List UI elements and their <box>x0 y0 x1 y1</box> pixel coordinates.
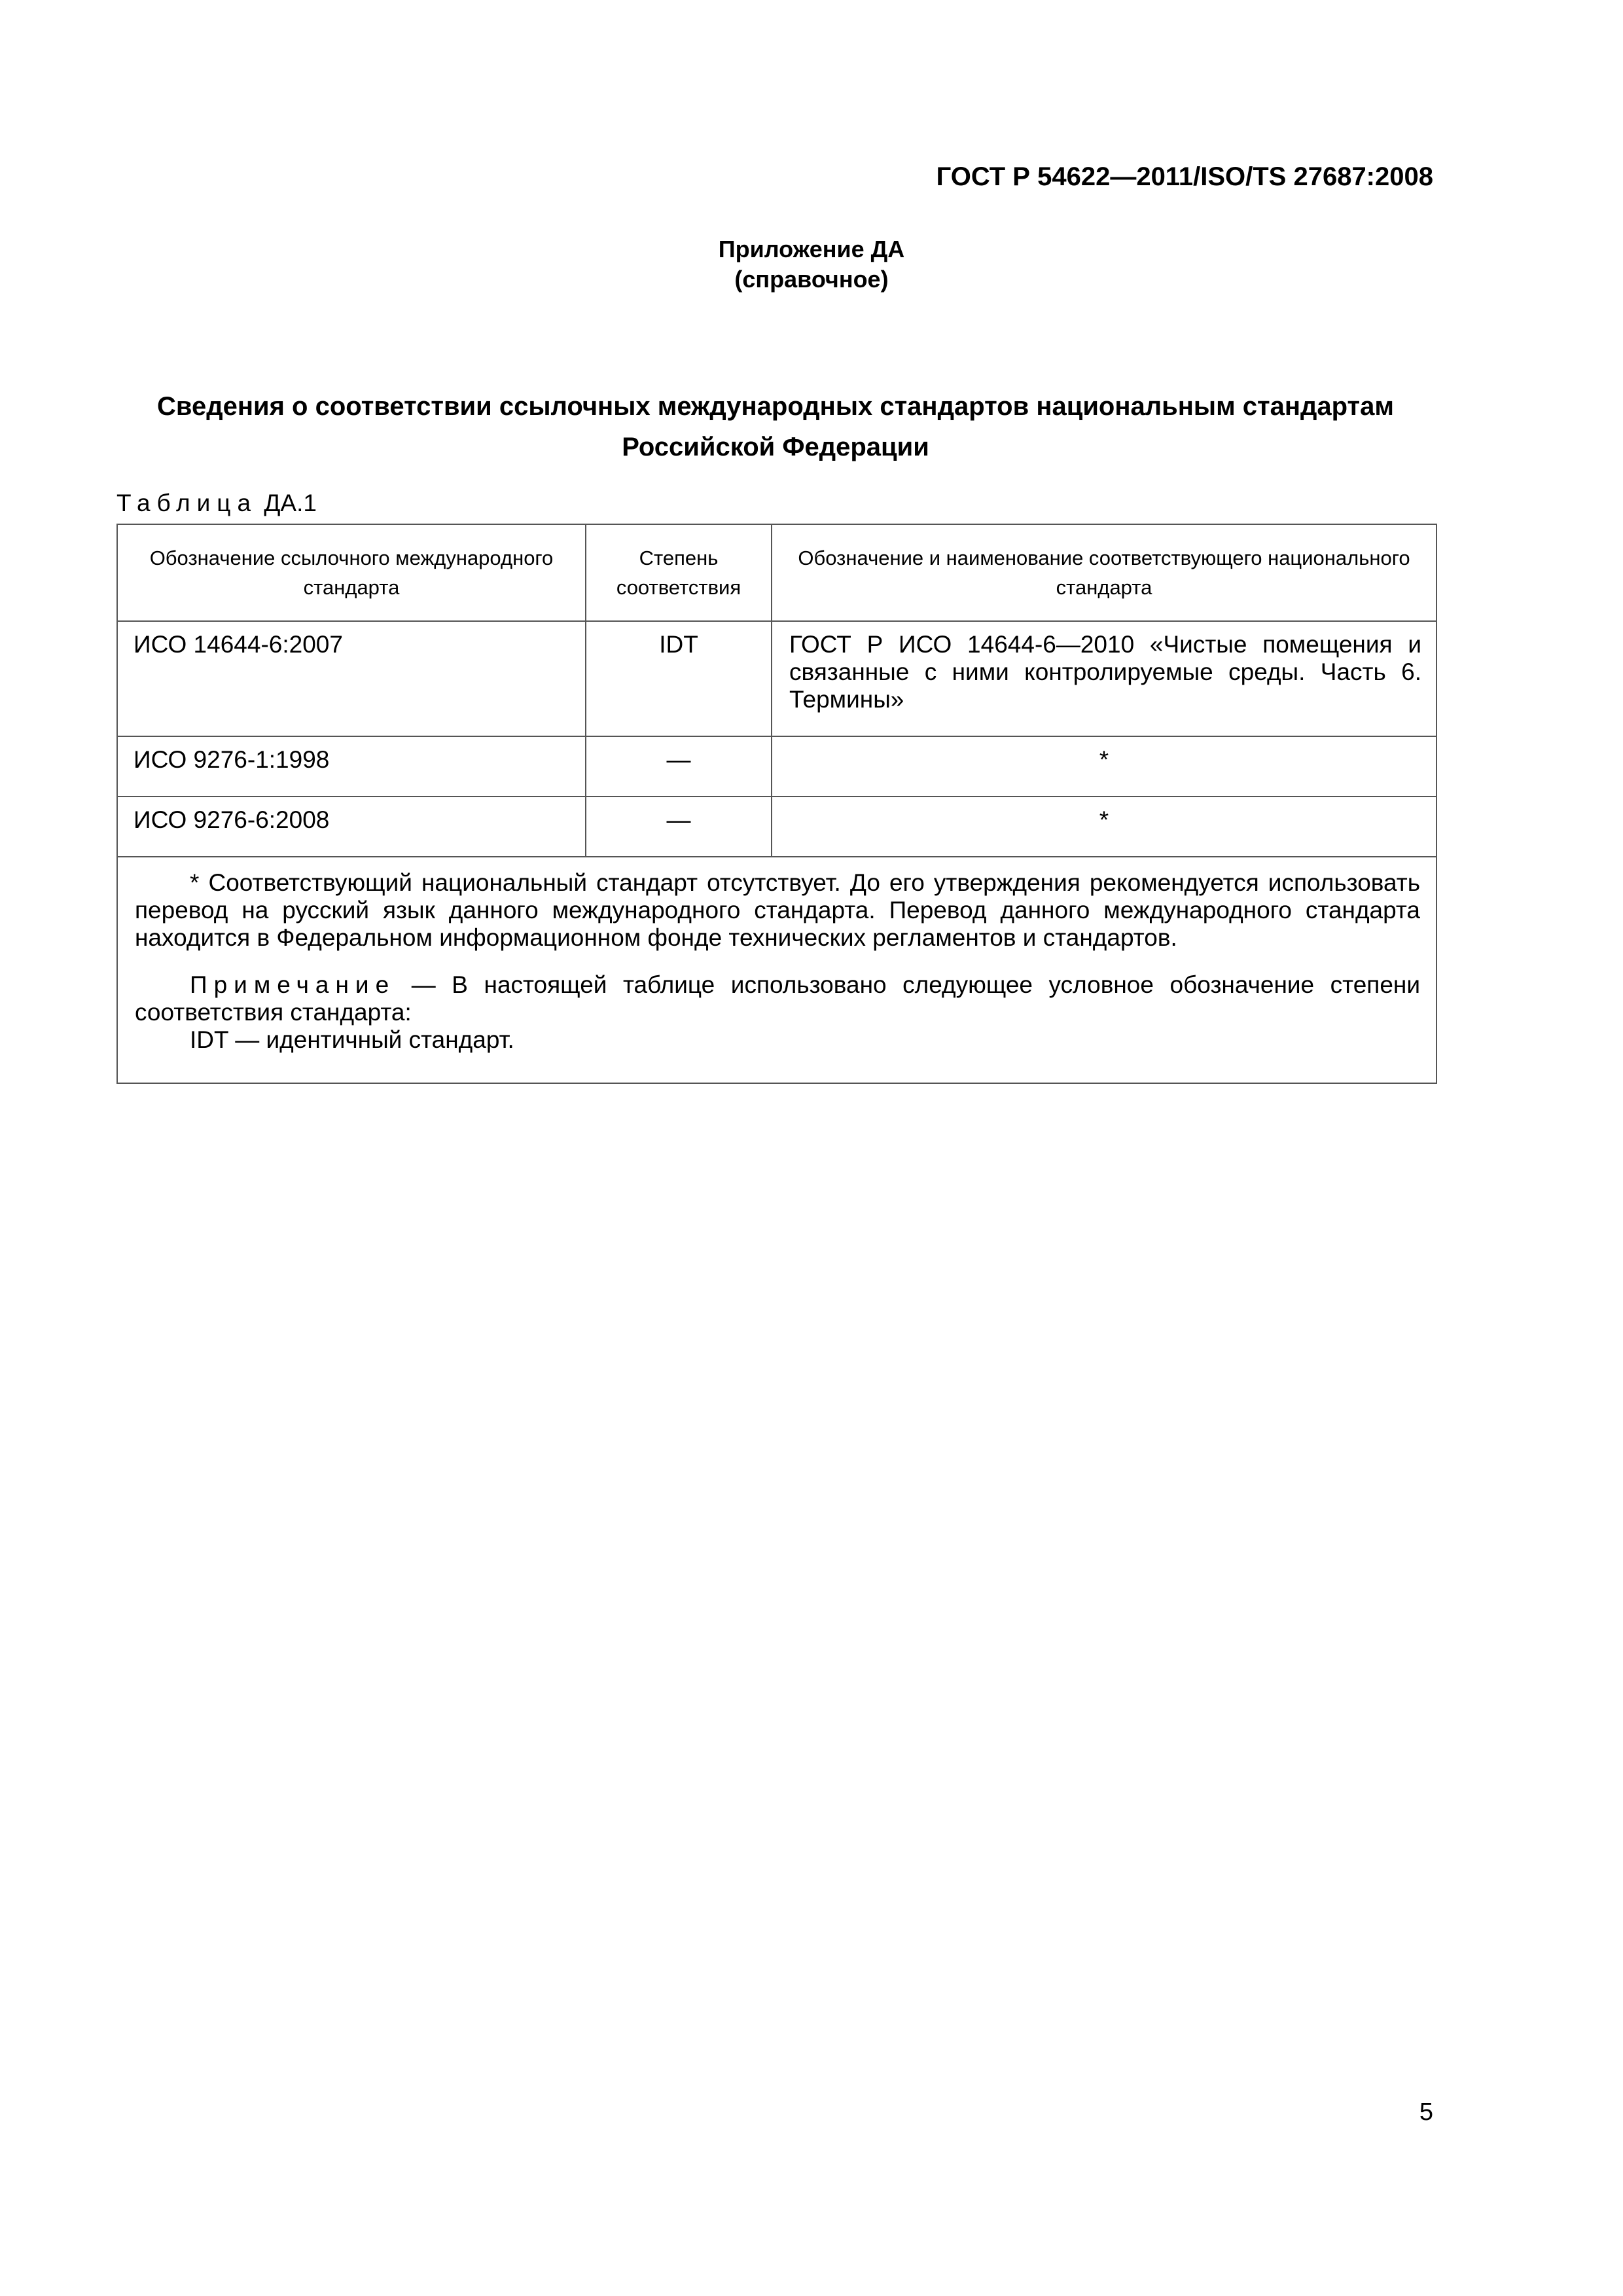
cell-international-standard: ИСО 9276-6:2008 <box>117 797 586 857</box>
table-row <box>117 736 1436 797</box>
cell-national-standard: ГОСТ Р ИСО 14644-6—2010 «Чистые помещения и связанные с ними контролируемые среды. Часть 6. Термины» <box>772 621 1436 736</box>
cell-degree: IDT <box>586 621 772 736</box>
appendix-subtitle: (справочное) <box>734 266 889 293</box>
cell-international-standard: ИСО 14644-6:2007 <box>117 621 586 736</box>
cell-degree: — <box>586 736 772 797</box>
table-caption-word: Таблица <box>116 490 258 516</box>
note-label: Примечание <box>190 971 396 998</box>
table-footnote-cell <box>117 857 1436 1083</box>
cell-national-standard: * <box>772 797 1436 857</box>
section-title-line-2: Российской Федерации <box>622 433 929 461</box>
footnote-text: * Соответствующий национальный стандарт отсутствует. До его утверждения рекомендуется использовать перевод на русский язык данного международного стандарта. Перевод данного международного стандарта находится в Федеральном информационном фонде технических регламентов и стандартов. <box>135 869 1420 951</box>
appendix-heading <box>0 234 1623 295</box>
table-header-row <box>117 524 1436 621</box>
document-code-header: ГОСТ Р 54622—2011/ISO/TS 27687:2008 <box>936 162 1433 191</box>
cell-degree: — <box>586 797 772 857</box>
header-national-standard: Обозначение и наименование соответствующего национального стандарта <box>772 524 1436 621</box>
cell-national-standard: * <box>772 736 1436 797</box>
section-title-line-1: Сведения о соответствии ссылочных международных стандартов национальным стандартам <box>157 392 1394 421</box>
page-number: 5 <box>1419 2098 1433 2126</box>
table-row <box>117 797 1436 857</box>
table-footnote-row <box>117 857 1436 1083</box>
idt-definition: IDT — идентичный стандарт. <box>190 1026 514 1053</box>
standards-correspondence-table <box>116 524 1437 1084</box>
header-degree-of-correspondence: Степень соответствия <box>586 524 772 621</box>
table-row <box>117 621 1436 736</box>
note-text: — В настоящей таблице использовано следующее условное обозначение степени соответствия стандарта: <box>135 971 1421 1026</box>
appendix-title: Приложение ДА <box>718 236 905 262</box>
table-caption <box>116 490 317 517</box>
cell-international-standard: ИСО 9276-1:1998 <box>117 736 586 797</box>
header-international-standard: Обозначение ссылочного международного стандарта <box>117 524 586 621</box>
note-paragraph <box>135 971 1420 1026</box>
section-title <box>116 386 1435 467</box>
table-caption-number: ДА.1 <box>264 490 317 516</box>
